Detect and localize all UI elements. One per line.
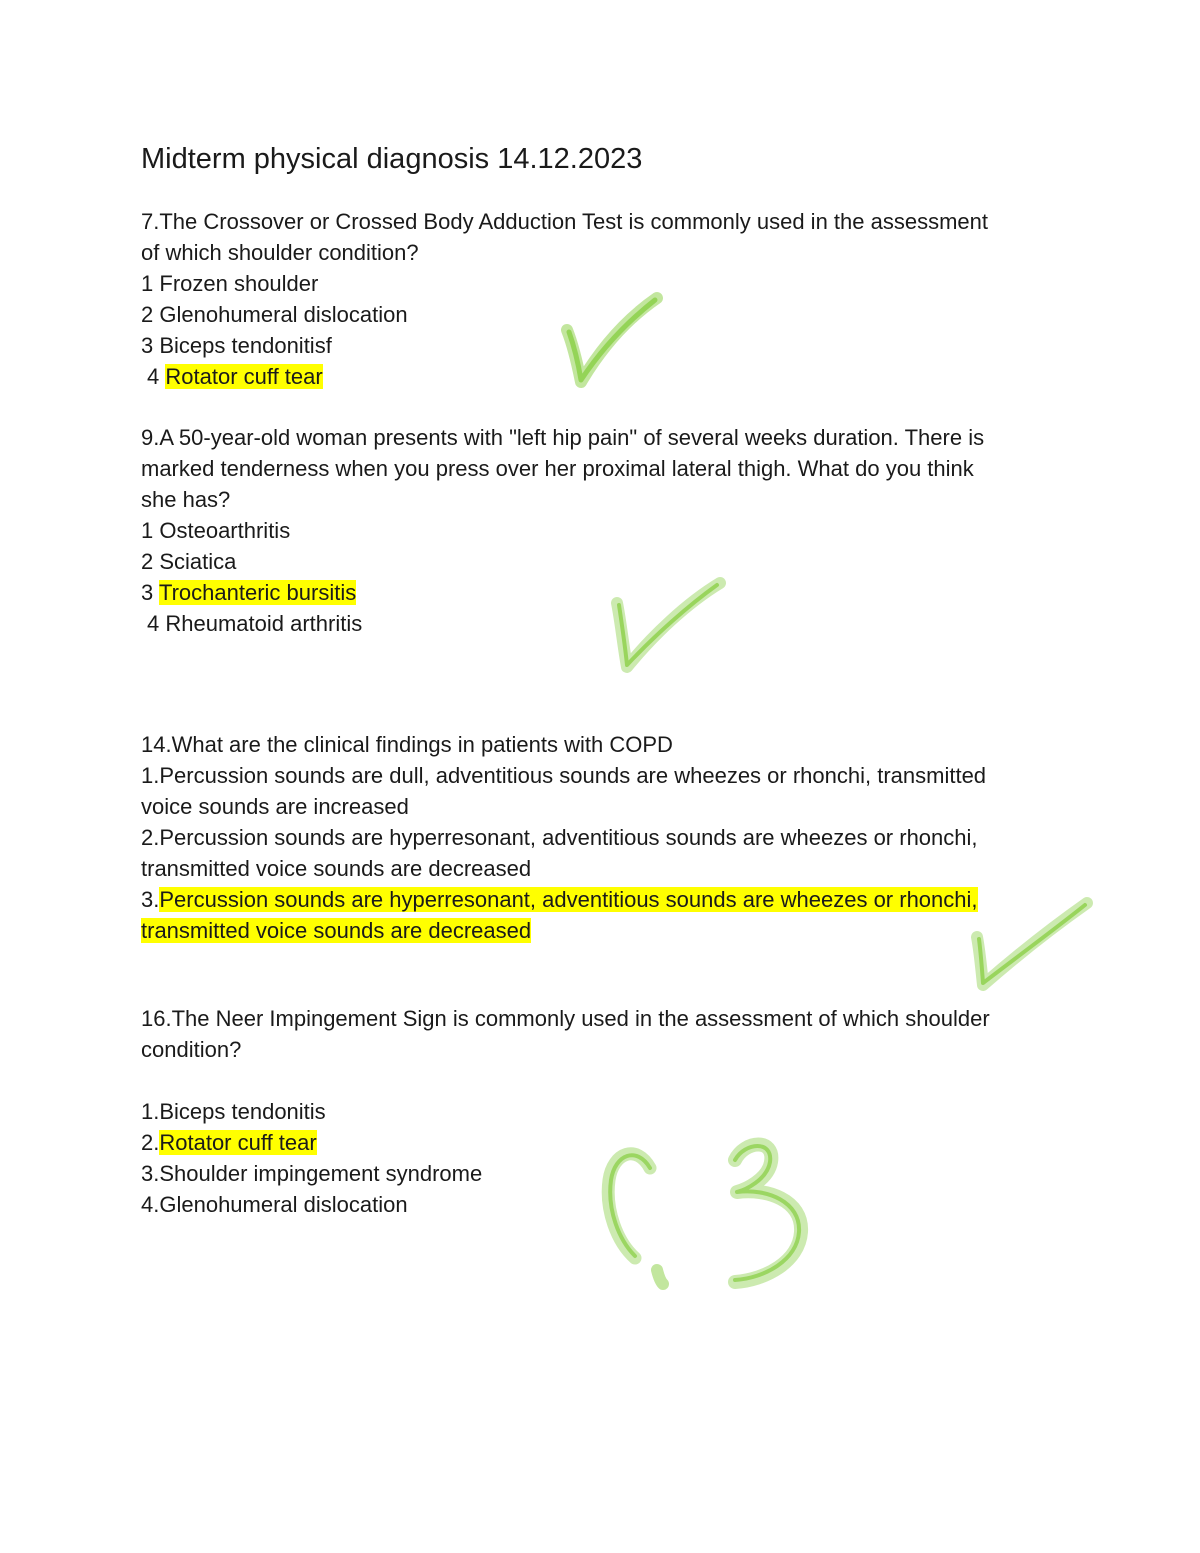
option-text: Rheumatoid arthritis <box>165 611 363 636</box>
question-stem-line: 9.A 50-year-old woman presents with "left hip pain" of several weeks duration. There is <box>141 425 985 450</box>
check-mark-icon <box>965 895 1095 995</box>
answer-option-1-continued: voice sounds are increased <box>141 794 409 819</box>
answer-option-3-continued <box>141 915 986 946</box>
answer-option-4 <box>141 1189 990 1220</box>
blank-line <box>141 1065 990 1096</box>
option-text: Shoulder impingement syndrome <box>159 1161 483 1186</box>
question-stem-line: 16.The Neer Impingement Sign is commonly used in the assessment of which shoulder <box>141 1006 990 1031</box>
option-text: Biceps tendonitisf <box>159 333 332 358</box>
option-number: 3. <box>141 887 160 912</box>
option-text: Biceps tendonitis <box>159 1099 326 1124</box>
option-number: 2. <box>141 1130 160 1155</box>
document-title: Midterm physical diagnosis 14.12.2023 <box>141 143 643 175</box>
question-9 <box>141 422 984 639</box>
highlighted-answer-text: Rotator cuff tear <box>165 364 323 389</box>
answer-option-1 <box>141 760 986 791</box>
highlighted-answer-text: Percussion sounds are hyperresonant, adventitious sounds are wheezes or rhonchi, <box>159 887 978 912</box>
question-stem-line: condition? <box>141 1037 242 1062</box>
option-text: Glenohumeral dislocation <box>159 1192 408 1217</box>
option-number: 1. <box>141 1099 160 1124</box>
handwritten-initials-watermark <box>595 1130 820 1295</box>
option-number: 3. <box>141 1161 160 1186</box>
option-number: 1 <box>141 271 154 296</box>
answer-option-3 <box>141 1158 990 1189</box>
option-number: 2 <box>141 302 154 327</box>
question-stem-line: 7.The Crossover or Crossed Body Adduction Test is commonly used in the assessment <box>141 209 988 234</box>
option-number: 3 <box>141 580 154 605</box>
answer-option-4 <box>141 608 984 639</box>
answer-option-2-continued: transmitted voice sounds are decreased <box>141 856 532 881</box>
answer-option-3 <box>141 884 986 915</box>
question-stem-line: of which shoulder condition? <box>141 240 419 265</box>
highlighted-answer-text: Trochanteric bursitis <box>158 580 357 605</box>
option-text: Percussion sounds are hyperresonant, adventitious sounds are wheezes or rhonchi, <box>159 825 978 850</box>
option-number: 2. <box>141 825 160 850</box>
option-number: 4. <box>141 1192 160 1217</box>
option-number: 2 <box>141 549 154 574</box>
highlighted-answer-text: transmitted voice sounds are decreased <box>141 918 532 943</box>
question-stem-line: she has? <box>141 487 231 512</box>
answer-option-1 <box>141 1096 990 1127</box>
answer-option-2 <box>141 546 984 577</box>
question-16 <box>141 1003 990 1220</box>
check-mark-icon <box>605 575 730 675</box>
answer-option-1 <box>141 515 984 546</box>
option-number: 4 <box>147 364 160 389</box>
answer-option-3 <box>141 577 984 608</box>
answer-option-2 <box>141 822 986 853</box>
check-mark-icon <box>555 290 670 395</box>
option-text: Sciatica <box>159 549 237 574</box>
option-number: 4 <box>147 611 160 636</box>
question-14 <box>141 729 986 946</box>
option-number: 1 <box>141 518 154 543</box>
option-text: Percussion sounds are dull, adventitious sounds are wheezes or rhonchi, transmitted <box>159 763 987 788</box>
question-stem-line: marked tenderness when you press over her proximal lateral thigh. What do you think <box>141 456 974 481</box>
question-stem-line: 14.What are the clinical findings in patients with COPD <box>141 732 673 757</box>
option-number: 3 <box>141 333 154 358</box>
answer-option-2 <box>141 1127 990 1158</box>
highlighted-answer-text: Rotator cuff tear <box>159 1130 317 1155</box>
option-text: Frozen shoulder <box>159 271 319 296</box>
option-number: 1. <box>141 763 160 788</box>
option-text: Osteoarthritis <box>159 518 291 543</box>
option-text: Glenohumeral dislocation <box>159 302 408 327</box>
